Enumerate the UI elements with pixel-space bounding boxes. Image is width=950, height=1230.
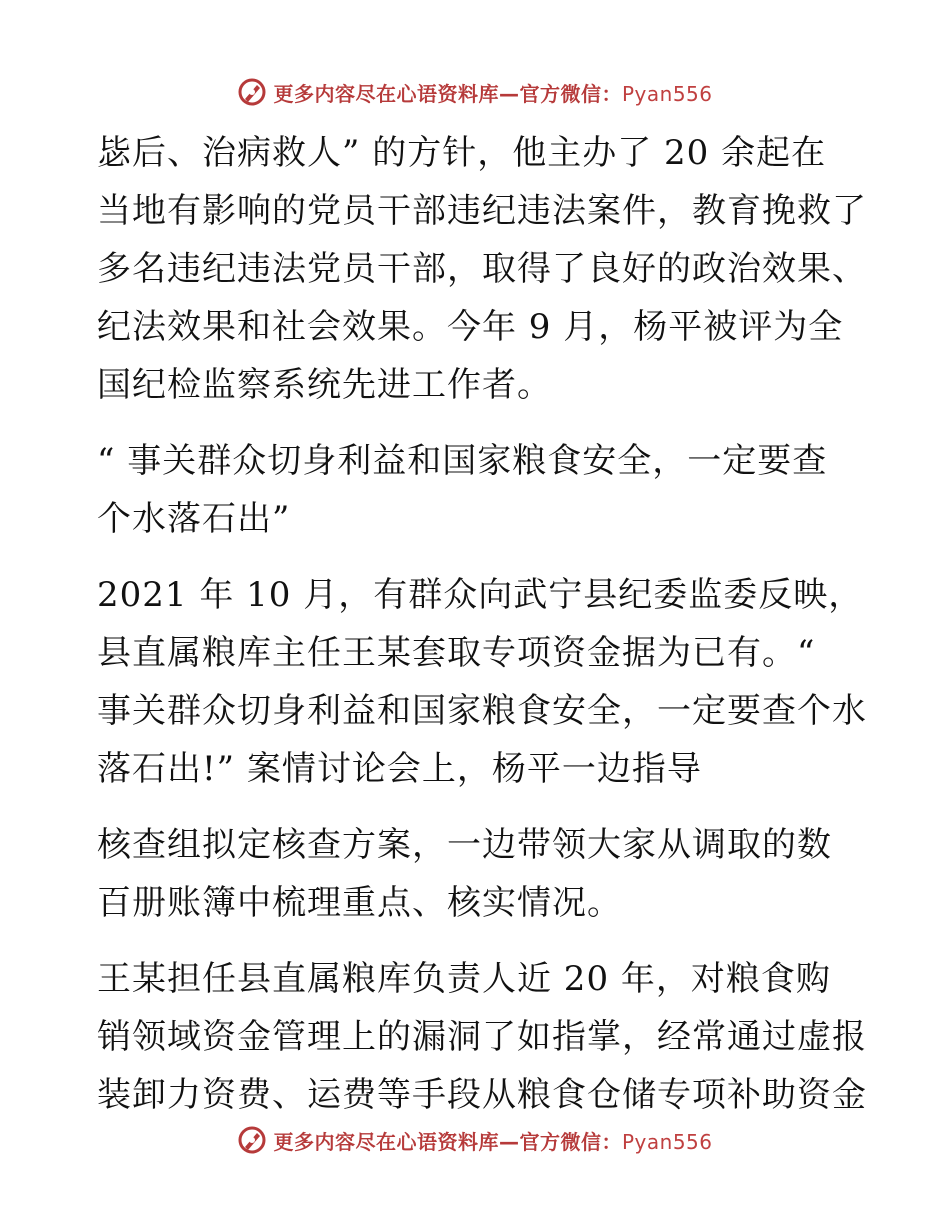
- text-line: 当地有影响的党员干部违纪违法案件，教育挽救了: [97, 191, 867, 231]
- document-body: [97, 124, 867, 1124]
- wechat-id: Pyan556: [621, 81, 713, 106]
- text-line: 事关群众切身利益和国家粮食安全，一定要查个水: [97, 691, 867, 731]
- text-line: 装卸力资费、运费等手段从粮食仓储专项补助资金: [97, 1075, 867, 1115]
- banner-text: 更多内容尽在心语资料库—官方微信：Pyan556: [273, 81, 713, 106]
- text-line: 个水落石出”: [97, 499, 291, 539]
- text-line: 毖后、治病救人” 的方针，他主办了 20 余起在: [97, 133, 827, 173]
- text-line: 核查组拟定核查方案，一边带领大家从调取的数: [97, 825, 832, 865]
- text-line: 王某担任县直属粮库负责人近 20 年，对粮食购: [97, 959, 831, 999]
- text-line: 落石出!” 案情讨论会上，杨平一边指导: [97, 749, 702, 789]
- paragraph-2: [97, 432, 867, 548]
- banner-text: 更多内容尽在心语资料库—官方微信：Pyan556: [273, 1129, 713, 1154]
- footer-banner: [0, 1120, 950, 1160]
- text-line: 多名违纪违法党员干部，取得了良好的政治效果、: [97, 249, 867, 289]
- paragraph-1: [97, 124, 867, 414]
- paragraph-5: [97, 950, 867, 1124]
- text-line: 百册账簿中梳理重点、核实情况。: [97, 883, 622, 923]
- text-line: 县直属粮库主任王某套取专项资金据为已有。“: [97, 633, 816, 673]
- paragraph-3: [97, 566, 867, 798]
- text-line: 2021 年 10 月，有群众向武宁县纪委监委反映，: [97, 575, 864, 615]
- wechat-id: Pyan556: [621, 1129, 713, 1154]
- text-line: 国纪检监察系统先进工作者。: [97, 365, 552, 405]
- pen-circle-logo-icon: [237, 77, 267, 107]
- header-banner: [0, 72, 950, 112]
- paragraph-4: [97, 816, 867, 932]
- pen-circle-logo-icon: [237, 1125, 267, 1155]
- text-line: 纪法效果和社会效果。今年 9 月，杨平被评为全: [97, 307, 844, 347]
- text-line: “ 事关群众切身利益和国家粮食安全，一定要查: [97, 441, 828, 481]
- text-line: 销领域资金管理上的漏洞了如指掌，经常通过虚报: [97, 1017, 867, 1057]
